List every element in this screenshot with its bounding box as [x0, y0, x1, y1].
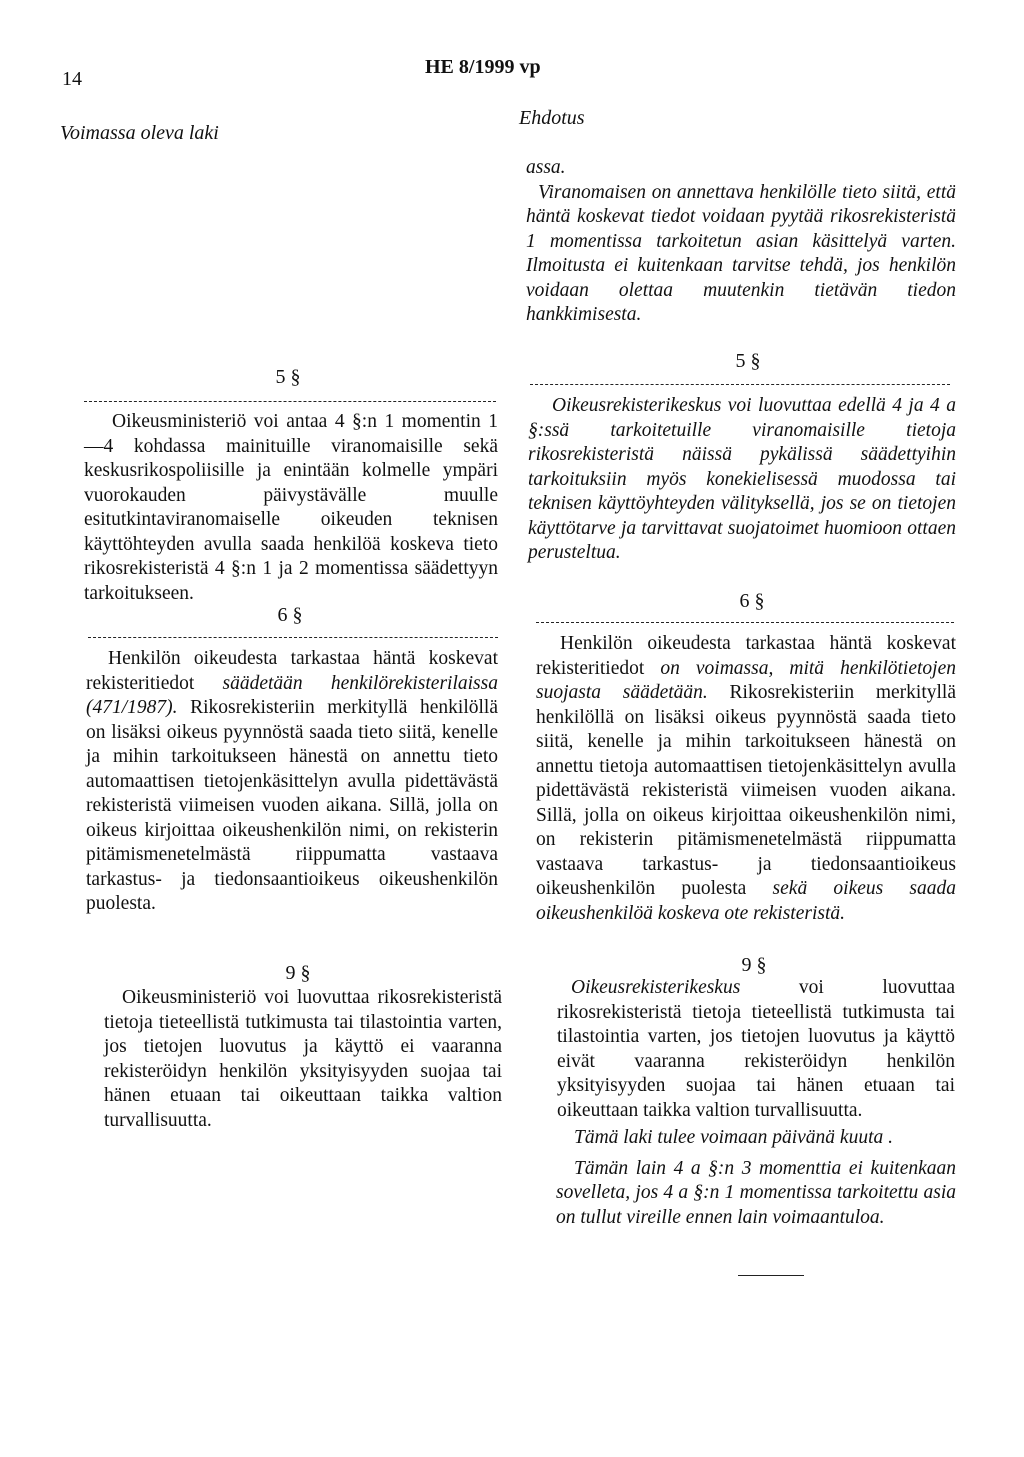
left-section-9-body	[104, 986, 502, 1133]
right-section-6-text-italic: on voimassa, mitä henkilötietojen suojasta säädetään.	[536, 657, 956, 703]
right-section-6-title: 6 §	[739, 590, 765, 612]
right-section-5-dashed-rule	[530, 384, 950, 385]
left-section-6-text-italic: säädetään henkilörekisterilaissa (471/1987).	[86, 672, 498, 718]
right-section-6-text-b: Rikosrekisteriin merkityllä henkilöllä on lisäksi oikeus pyynnöstä saada tieto siitä, kenelle ja mihin tarkoitukseen hänestä on annettu tietoja automaattisen tietojenkäsittelyn avulla pidettävästä rekisteristä viimeisen vuoden aikana. Sillä, jolla on oikeus kirjoittaa oikeushenkilön nimi, on rekisterin pitämismenetelmästä riippumatta vastaava tarkastus- ja tiedonsaantioikeus oikeushenkilön puolesta	[536, 682, 956, 899]
left-section-5-text: Oikeusministeriö voi antaa 4 §:n 1 momentin 1—4 kohdassa mainituille viranomaisille sekä keskusrikospoliisille ja enintään kolmelle ympäri vuorokauden päivystävälle muulle esitutkintaviranomaiselle oikeuden teknisen käyttöhteyden avulla saada henkilöä koskeva tieto rikosrekisteristä 4 §:n 1 ja 2 momentissa säädettyyn tarkoitukseen.	[84, 411, 498, 604]
right-section-6-dashed-rule	[536, 622, 954, 623]
left-section-6-text-b: Rikosrekisteriin merkityllä henkilöllä on lisäksi oikeus pyynnöstä saada tieto siitä, kenelle ja mihin tarkoitukseen hänestä on annettu tieto automaattisen tietojenkäsittelyn avulla pidettävästä rekisteristä viimeisen vuoden aikana. Sillä, jolla on oikeus kirjoittaa oikeushenkilön nimi, on rekisterin pitämismenetelmästä riippumatta vastaava tarkastus- ja tiedonsaantioikeus oikeushenkilön puolesta.	[86, 697, 498, 914]
right-section-6-text	[536, 632, 956, 926]
right-section-9-text-italic: Oikeusrekisterikeskus	[571, 977, 741, 998]
left-section-9-title: 9 §	[285, 962, 311, 984]
right-section-9-text-b: voi luovuttaa rikosrekisteristä tietoja tieteellistä tutkimusta tai tilastointia varten, jos tietojen luovutus ja käyttö eivät vaaranna rekisteröidyn henkilön yksityisyyden suojaa tai hänen etuaan tai oikeuttaan taikka valtion turvallisuutta.	[557, 977, 955, 1121]
left-section-6-text	[86, 647, 498, 917]
right-continuation-text: Viranomaisen on annettava henkilölle tieto siitä, että häntä koskevat tiedot voidaan pyytää rikosrekisteristä 1 momentissa tarkoitetun asian käsittelyä varten. Ilmoitusta ei kuitenkaan tarvitse tehdä, jos henkilön voidaan olettaa muutenkin tietävän tiedon hankkimisesta.	[526, 181, 956, 325]
page-number: 14	[62, 68, 82, 90]
right-section-5-title: 5 §	[735, 350, 761, 372]
left-section-6-title: 6 §	[277, 604, 303, 626]
right-column-heading: Ehdotus	[519, 107, 585, 129]
right-section-9-body	[557, 976, 955, 1123]
right-entry-into-force	[556, 1126, 956, 1230]
left-section-5-title: 5 §	[275, 366, 301, 388]
left-section-6-text-a: Henkilön oikeudesta tarkastaa häntä koskevat rekisteritiedot	[86, 648, 498, 694]
right-continuation	[526, 156, 956, 328]
left-section-6-body	[86, 647, 498, 917]
left-section-5-body	[84, 410, 498, 606]
entry-into-force-line-2: Tämän lain 4 a §:n 3 momenttia ei kuitenkaan sovelleta, jos 4 a §:n 1 momentissa tarkoitettu asia on tullut vireille ennen lain voimaantuloa.	[556, 1157, 956, 1228]
end-rule	[738, 1275, 804, 1276]
right-continuation-fragment: assa.	[526, 157, 566, 178]
right-section-6-text-italic2: sekä oikeus saada oikeushenkilöä koskeva ote rekisteristä.	[536, 878, 956, 924]
entry-into-force-line-1: Tämä laki tulee voimaan päivänä kuuta .	[574, 1127, 893, 1148]
right-section-9-title: 9 §	[741, 954, 767, 976]
right-section-6-body	[536, 632, 956, 926]
right-section-5-text: Oikeusrekisterikeskus voi luovuttaa edellä 4 ja 4 a §:ssä tarkoitetuille viranomaisille tietoja rikosrekisteristä näissä pykälissä säädettyihin tarkoituksiin myös konekielisessä muodossa tai teknisen käyttöyhteyden välityksellä, jos se on tietojen käyttötarve ja tarvittavat suojatoimet huomioon ottaen perusteltua.	[528, 395, 956, 563]
document-id: HE 8/1999 vp	[425, 56, 541, 78]
left-section-5-dashed-rule	[84, 401, 496, 402]
left-section-9-text: Oikeusministeriö voi luovuttaa rikosrekisteristä tietoja tieteellistä tutkimusta tai tilastointia varten, jos tietojen luovutus ja käyttö ei vaaranna rekisteröidyn henkilön yksityisyyden suojaa tai hänen etuaan tai oikeuttaan taikka valtion turvallisuutta.	[104, 987, 502, 1131]
right-section-6-text-a: Henkilön oikeudesta tarkastaa häntä koskevat rekisteritiedot	[536, 633, 956, 679]
right-section-9-text	[557, 976, 955, 1123]
left-section-6-dashed-rule	[88, 637, 498, 638]
left-column-heading: Voimassa oleva laki	[60, 122, 219, 144]
right-section-5-body	[528, 394, 956, 566]
